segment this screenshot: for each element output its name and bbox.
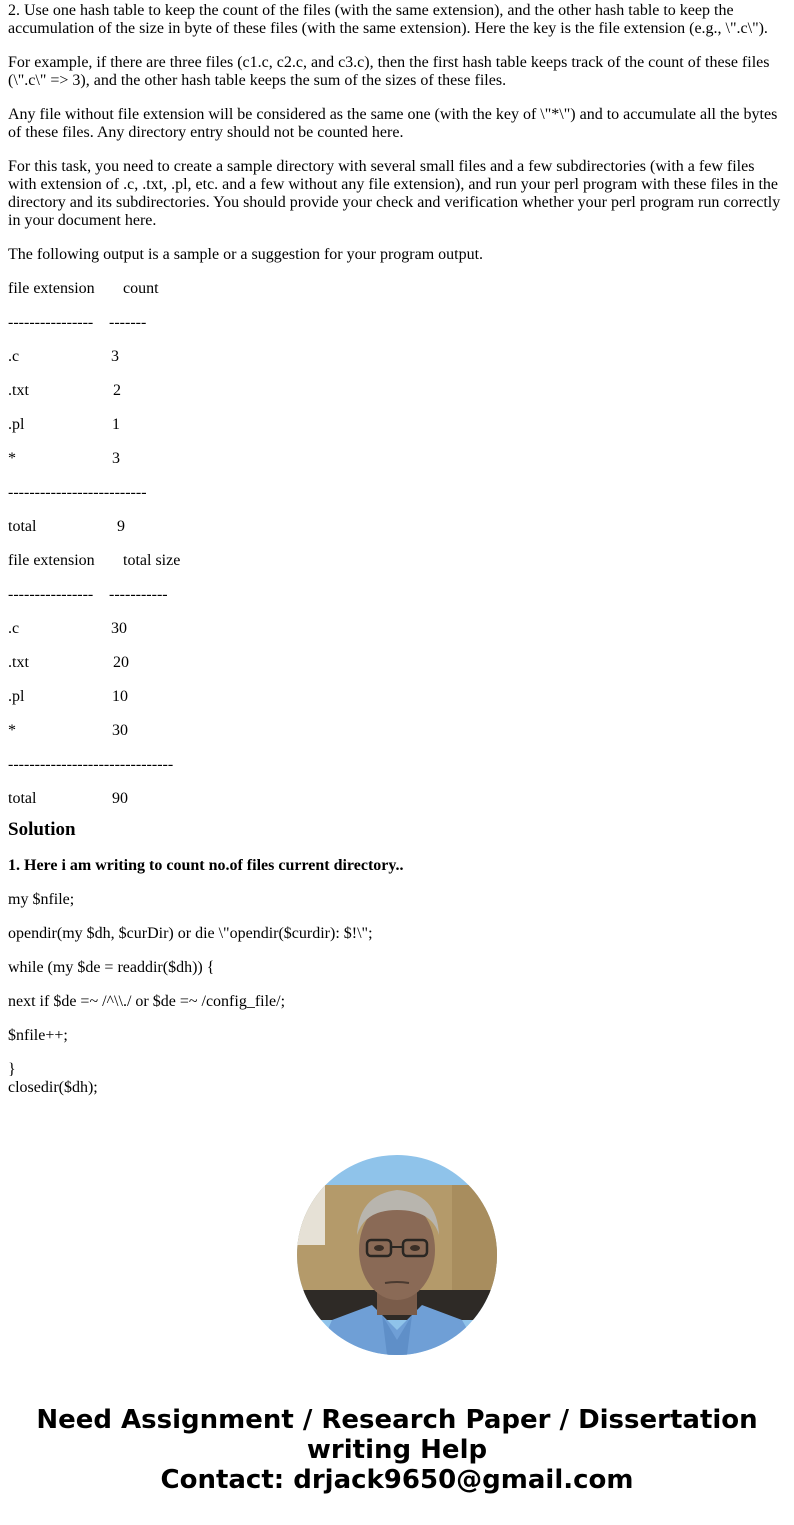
count-table-header-rule [8, 314, 786, 332]
table-row [8, 382, 786, 400]
question-paragraph-2: For example, if there are three files (c1.c, c2.c, and c3.c), then the first hash table keeps track of the count of these files (\".c\" => 3), and the other hash table keeps the sum of the sizes of these files. [8, 54, 774, 89]
header-col-total-size: total size [123, 552, 181, 569]
table-row [8, 688, 786, 706]
code-line: } [8, 1061, 16, 1078]
code-line: while (my $de = readdir($dh)) { [8, 959, 215, 976]
promo-line-2: writing Help [306, 1435, 488, 1465]
code-line: closedir($dh); [8, 1079, 98, 1096]
size-table-total-row [8, 790, 786, 808]
header-col-extension: file extension [8, 552, 95, 569]
document-body [0, 2, 794, 1097]
row-extension: .txt [8, 382, 29, 399]
question-paragraph-1: 2. Use one hash table to keep the count of the files (with the same extension), and the other hash table to keep the accumulation of the size in byte of these files (with the same extension). Here the key is the file extension (e.g., \".c\"). [8, 2, 768, 37]
table-row [8, 722, 786, 740]
avatar [297, 1155, 497, 1355]
total-label: total [8, 518, 37, 535]
row-value: 1 [112, 416, 120, 433]
size-table-total-rule: ------------------------------- [8, 756, 174, 773]
code-line: opendir(my $dh, $curDir) or die \"opendir($curdir): $!\"; [8, 925, 373, 942]
size-table-header-rule [8, 586, 786, 604]
row-value: 2 [113, 382, 121, 399]
row-value: 30 [112, 722, 128, 739]
portrait-image [297, 1155, 497, 1355]
solution-heading: Solution [8, 819, 76, 840]
code-line: next if $de =~ /^\\./ or $de =~ /config_file/; [8, 993, 286, 1010]
table-row [8, 450, 786, 468]
row-extension: .pl [8, 416, 25, 433]
table-row [8, 348, 786, 366]
table-row [8, 416, 786, 434]
question-paragraph-3: Any file without file extension will be considered as the same one (with the key of \"*\") and to accumulate all the bytes of these files. Any directory entry should not be counted here. [8, 106, 782, 141]
promo-contact: Contact: drjack9650@gmail.com [160, 1465, 634, 1495]
count-table-header [8, 280, 786, 298]
promo-line-1: Need Assignment / Research Paper / Dissertation [36, 1405, 758, 1435]
row-value: 30 [111, 620, 127, 637]
solution-step-title: 1. Here i am writing to count no.of files current directory.. [8, 857, 404, 874]
count-table-total-rule: -------------------------- [8, 484, 147, 501]
question-paragraph-5: The following output is a sample or a suggestion for your program output. [8, 246, 484, 263]
row-extension: .pl [8, 688, 25, 705]
total-value: 9 [117, 518, 125, 535]
header-col-count: count [123, 280, 159, 297]
question-paragraph-4: For this task, you need to create a sample directory with several small files and a few subdirectories (with a few files with extension of .c, .txt, .pl, etc. and a few without any file extension), and run your perl program with these files in the directory and its subdirectories. You should provide your check and verification whether your perl program run correctly in your document here. [8, 158, 785, 229]
code-line: $nfile++; [8, 1027, 68, 1044]
row-extension: .txt [8, 654, 29, 671]
row-value: 3 [111, 348, 119, 365]
row-extension: * [8, 722, 16, 739]
row-extension: .c [8, 620, 20, 637]
row-value: 20 [113, 654, 129, 671]
code-line: my $nfile; [8, 891, 75, 908]
rule-col-1: ---------------- [8, 314, 94, 331]
code-block [8, 891, 786, 1097]
rule-col-1: ---------------- [8, 586, 94, 603]
size-table-header [8, 552, 786, 570]
row-extension: * [8, 450, 16, 467]
count-table-total-row [8, 518, 786, 536]
promo-banner [0, 1405, 794, 1495]
rule-col-2: ------- [109, 314, 147, 331]
header-col-extension: file extension [8, 280, 95, 297]
total-label: total [8, 790, 37, 807]
rule-col-2: ----------- [109, 586, 168, 603]
table-row [8, 654, 786, 672]
row-value: 3 [112, 450, 120, 467]
total-value: 90 [112, 790, 128, 807]
row-value: 10 [112, 688, 128, 705]
size-table [8, 552, 786, 808]
row-extension: .c [8, 348, 20, 365]
count-table [8, 280, 786, 536]
table-row [8, 620, 786, 638]
